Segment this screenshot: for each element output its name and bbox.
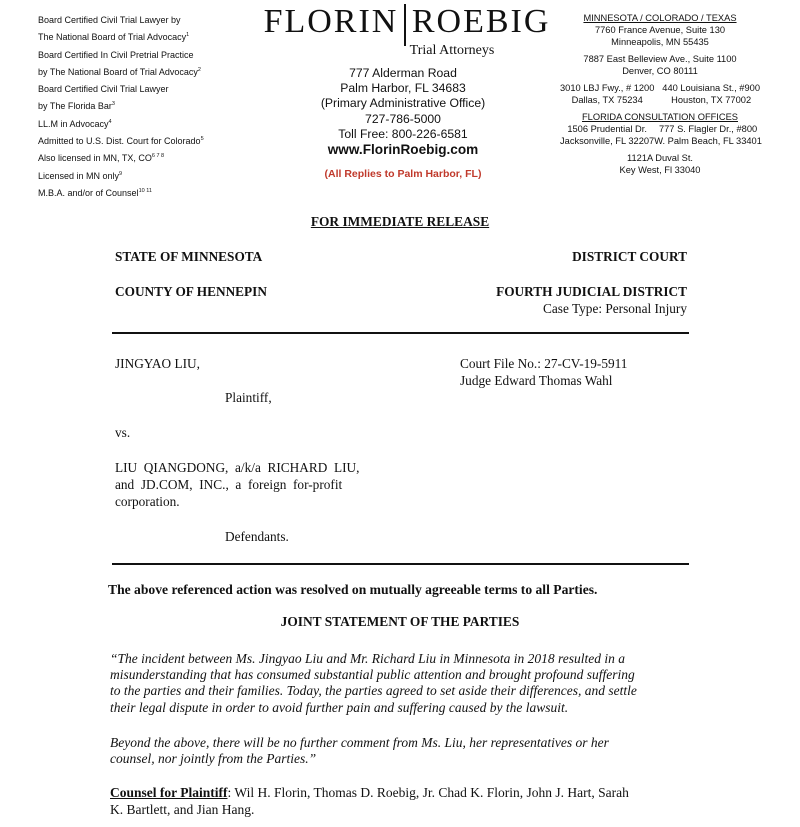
logo-right-word: ROEBIG — [411, 3, 551, 40]
statement-paragraph-2 — [110, 735, 700, 767]
statement-line: misunderstanding that has consumed substantial public attention and brought profound suffering — [110, 667, 635, 683]
main-office-street: 777 Alderman Road — [349, 66, 457, 80]
credential-line: by The National Board of Trial Advocacy$^2$ — [38, 66, 201, 77]
credential-line: Board Certified Civil Trial Lawyer — [38, 84, 169, 95]
credential-line: Licensed in MN only$^9$ — [38, 170, 123, 181]
office-line: 7887 East Belleview Ave., Suite 1100 — [583, 54, 737, 64]
office-line: W. Palm Beach, FL 33401 — [654, 136, 762, 146]
defendants-label: Defendants. — [225, 529, 289, 544]
main-office-toll-free: Toll Free: 800-226-6581 — [338, 126, 468, 141]
office-minneapolis — [560, 24, 760, 48]
office-line: 7760 France Avenue, Suite 130 — [594, 25, 726, 35]
credential-line: Board Certified In Civil Pretrial Practice — [38, 49, 194, 60]
office-line: Houston, TX 77002 — [671, 95, 752, 105]
office-line: 1121A Duval St. — [627, 153, 693, 163]
office-line: Denver, CO 80111 — [622, 66, 698, 76]
statement-line: Beyond the above, there will be no further comment from Ms. Liu, her representatives or her — [110, 735, 609, 750]
county-label: COUNTY OF HENNEPIN — [115, 284, 267, 299]
office-texas-row — [560, 82, 760, 106]
office-florida-row — [560, 123, 760, 147]
firm-logo — [262, 2, 552, 59]
office-line: 3010 LBJ Fwy., # 1200 — [560, 83, 655, 93]
florida-header: FLORIDA CONSULTATION OFFICES — [582, 112, 738, 122]
credential-line: Admitted to U.S. Dist. Court for Colorado$^5$ — [38, 136, 204, 147]
credentials-list — [38, 12, 258, 202]
credential-line: The National Board of Trial Advocacy$^1$ — [38, 32, 190, 43]
court-label: DISTRICT COURT — [572, 249, 687, 264]
office-jacksonville — [560, 123, 654, 147]
state-label: STATE OF MINNESOTA — [115, 249, 263, 264]
credential-line: M.B.A. and/or of Counsel$^{10 11}$ — [38, 187, 152, 198]
logo-subtitle: Trial Attorneys — [409, 43, 495, 58]
credential-line: by The Florida Bar$^3$ — [38, 101, 115, 112]
office-dallas — [560, 82, 654, 106]
logo-left-word: FLORIN — [263, 3, 399, 40]
judge-name: Judge Edward Thomas Wahl — [460, 373, 613, 388]
credential-line: Also licensed in MN, TX, $CO^{6 7 8}$ — [38, 153, 165, 164]
counsel-names: : Wil H. Florin, Thomas D. Roebig, Jr. Chad K. Florin, John J. Hart, Sarah — [227, 785, 629, 800]
office-west-palm — [654, 123, 762, 147]
office-line: Jacksonville, FL 32207 — [560, 136, 655, 146]
credential-line: Board Certified Civil Trial Lawyer by — [38, 15, 181, 25]
main-office-address — [290, 66, 516, 182]
plaintiff-name: JINGYAO LIU, — [115, 356, 200, 371]
office-line: Minneapolis, MN 55435 — [611, 37, 709, 47]
defendant-line-2: and JD.COM, INC., a foreign for-profit — [115, 477, 343, 492]
office-locations — [560, 12, 760, 176]
office-line: Key West, Fl 33040 — [619, 165, 701, 175]
replies-note: (All Replies to Palm Harbor, FL) — [324, 168, 482, 181]
release-heading: FOR IMMEDIATE RELEASE — [310, 214, 490, 229]
main-office-city: Palm Harbor, FL 34683 — [340, 81, 466, 96]
counsel-for-plaintiff — [110, 785, 700, 818]
resolution-statement: The above referenced action was resolved on mutually agreeable terms to all Parties. — [108, 582, 598, 597]
statement-line: counsel, nor jointly from the Parties.” — [110, 751, 317, 767]
counsel-label: Counsel for Plaintiff — [110, 785, 228, 800]
counsel-line — [110, 785, 700, 802]
logo-divider — [404, 4, 406, 46]
plaintiff-label: Plaintiff, — [225, 390, 272, 405]
court-file-number: Court File No.: 27-CV-19-5911 — [460, 356, 628, 371]
office-line: 1506 Prudential Dr. — [567, 124, 647, 134]
defendant-line-1: LIU QIANGDONG, a/k/a RICHARD LIU, — [115, 460, 360, 475]
office-denver — [560, 53, 760, 77]
mn-co-tx-header: MINNESOTA / COLORADO / TEXAS — [583, 13, 737, 23]
statement-paragraph-1 — [110, 651, 700, 716]
office-houston — [662, 82, 760, 106]
credential-line: LL.M in Advocacy$^4$ — [38, 118, 112, 129]
office-line: 777 S. Flagler Dr., #800 — [658, 124, 758, 134]
joint-statement-title: JOINT STATEMENT OF THE PARTIES — [280, 614, 520, 629]
counsel-line: K. Bartlett, and Jian Hang. — [110, 801, 255, 817]
main-office-note: (Primary Administrative Office) — [320, 96, 486, 111]
office-line: 440 Louisiana St., #900 — [662, 83, 760, 93]
versus-label: vs. — [115, 425, 131, 440]
main-office-phone: 727-786-5000 — [365, 111, 441, 126]
defendant-line-3: corporation. — [115, 494, 180, 509]
statement-line: to the parties and their families. Today, the parties agreed to set aside their differences, and settle — [110, 683, 637, 699]
office-key-west — [560, 152, 760, 176]
statement-line: “The incident between Ms. Jingyao Liu and Mr. Richard Liu in Minnesota in 2018 resulted in a — [110, 651, 625, 666]
office-line: Dallas, TX 75234 — [571, 95, 643, 105]
website-link[interactable]: www.FlorinRoebig.com — [327, 142, 479, 158]
case-type: Case Type: Personal Injury — [543, 301, 687, 316]
statement-line: their legal dispute in order to avoid further pain and suffering caused by the lawsuit. — [110, 699, 569, 715]
divider-bottom — [112, 563, 689, 565]
district-label: FOURTH JUDICIAL DISTRICT — [496, 284, 687, 299]
divider-top — [112, 332, 689, 334]
